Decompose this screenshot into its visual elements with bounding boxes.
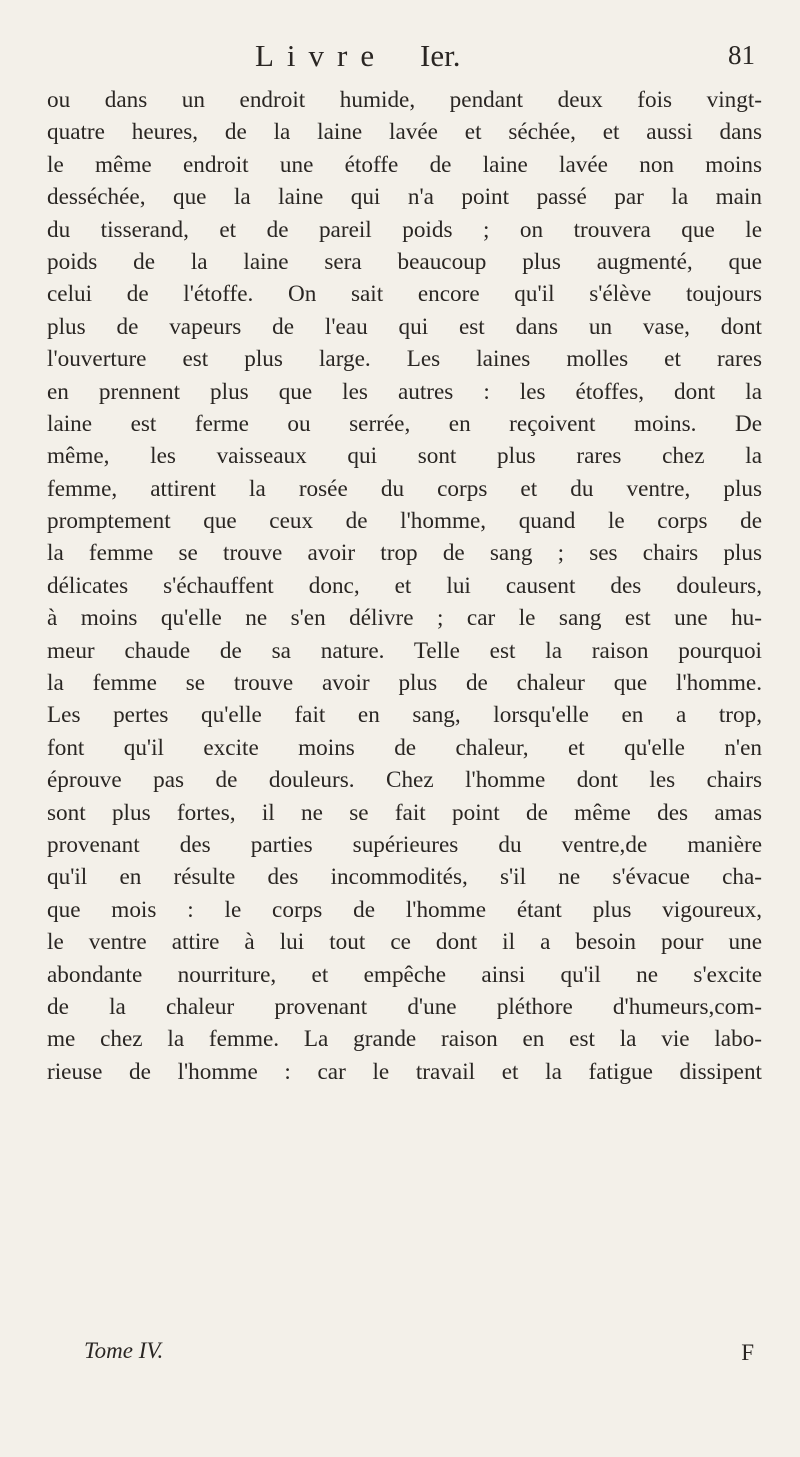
page-footer: [84, 1338, 754, 1372]
text-line: à moins qu'elle ne s'en délivre ; car le sang est une hu-: [47, 605, 762, 632]
text-line: de la chaleur provenant d'une pléthore d'humeurs,com-: [47, 993, 762, 1020]
text-line: du tisserand, et de pareil poids ; on trouvera que le: [47, 216, 762, 243]
body-text: [47, 84, 762, 1088]
text-line: sont plus fortes, il ne se fait point de même des amas: [47, 799, 762, 826]
text-line: quatre heures, de la laine lavée et séchée, et aussi dans: [47, 119, 762, 146]
signature-mark: F: [741, 1340, 754, 1365]
text-line: la femme se trouve avoir trop de sang ; ses chairs plus: [47, 540, 762, 567]
running-head-book-number: Ier.: [420, 38, 461, 73]
tome-label: Tome IV.: [84, 1338, 164, 1363]
text-line: le ventre attire à lui tout ce dont il a besoin pour une: [47, 929, 762, 956]
text-line: l'ouverture est plus large. Les laines molles et rares: [47, 346, 762, 373]
text-line: qu'il en résulte des incommodités, s'il ne s'évacue cha-: [47, 864, 762, 891]
text-line: ou dans un endroit humide, pendant deux fois vingt-: [47, 87, 762, 113]
text-line: laine est ferme ou serrée, en reçoivent moins. De: [47, 410, 762, 437]
text-line: femme, attirent la rosée du corps et du ventre, plus: [47, 475, 762, 502]
text-line: Les pertes qu'elle fait en sang, lorsqu'elle en a trop,: [47, 702, 762, 729]
text-line: font qu'il excite moins de chaleur, et qu'elle n'en: [47, 734, 762, 761]
text-line: plus de vapeurs de l'eau qui est dans un vase, dont: [47, 313, 762, 340]
page-number: 81: [728, 40, 755, 70]
text-line: rieuse de l'homme : car le travail et la fatigue dissipent: [47, 1058, 762, 1085]
text-line: le même endroit une étoffe de laine lavée non moins: [47, 151, 762, 178]
running-head: [255, 38, 755, 78]
text-line: la femme se trouve avoir plus de chaleur que l'homme.: [47, 670, 762, 697]
text-line: abondante nourriture, et empêche ainsi qu'il ne s'excite: [47, 961, 762, 988]
text-line: même, les vaisseaux qui sont plus rares chez la: [47, 443, 762, 470]
text-line: poids de la laine sera beaucoup plus augmenté, que: [47, 248, 762, 275]
text-line: provenant des parties supérieures du ventre,de manière: [47, 831, 762, 858]
text-line: meur chaude de sa nature. Telle est la raison pourquoi: [47, 637, 762, 664]
text-line: promptement que ceux de l'homme, quand le corps de: [47, 508, 762, 535]
text-line: en prennent plus que les autres : les étoffes, dont la: [47, 378, 762, 405]
text-line: celui de l'étoffe. On sait encore qu'il s'élève toujours: [47, 281, 762, 308]
running-head-title: Livre: [255, 38, 388, 73]
text-line: que mois : le corps de l'homme étant plus vigoureux,: [47, 896, 762, 923]
text-line: desséchée, que la laine qui n'a point passé par la main: [47, 184, 762, 211]
text-line: délicates s'échauffent donc, et lui causent des douleurs,: [47, 572, 762, 599]
text-line: éprouve pas de douleurs. Chez l'homme dont les chairs: [47, 767, 762, 794]
text-line: me chez la femme. La grande raison en est la vie labo-: [47, 1026, 762, 1053]
